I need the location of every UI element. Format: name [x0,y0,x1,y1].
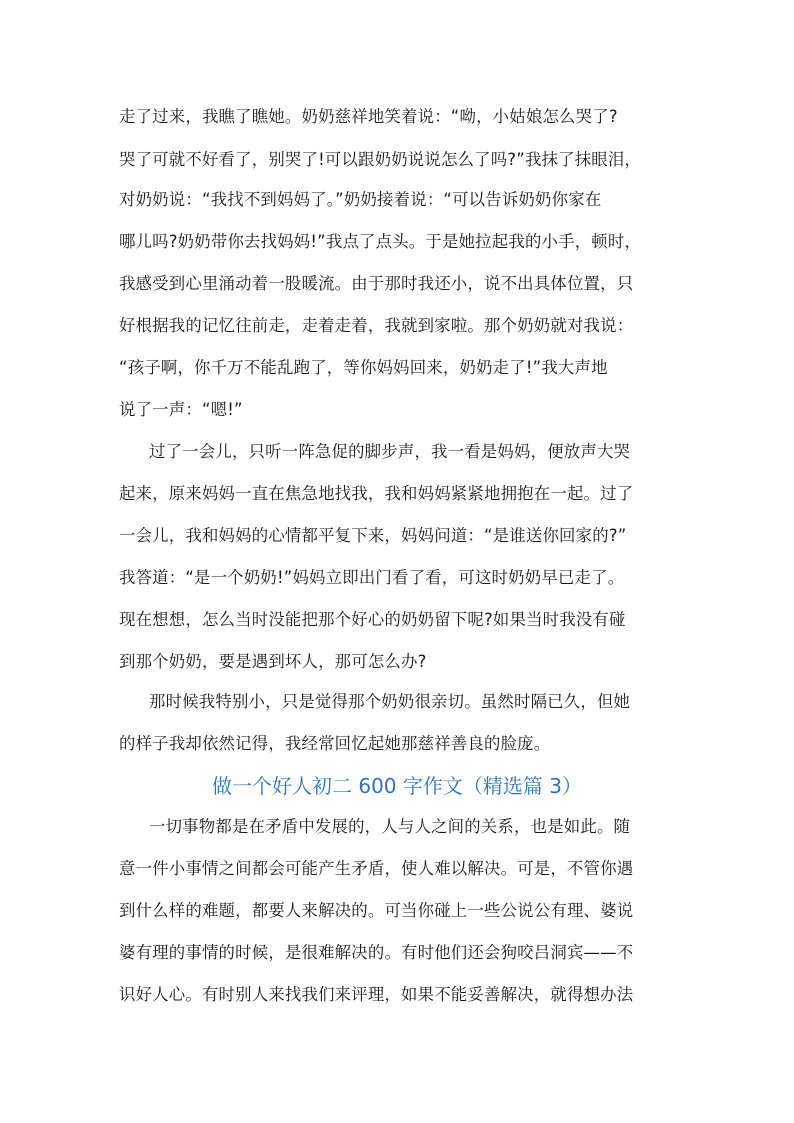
text-line: 意一件小事情之间都会可能产生矛盾，使人难以解决。可是，不管你遇 [119,859,634,878]
section-heading: 做一个好人初二 600 字作文（精选篇 3） [212,774,582,798]
text-line: 识好人心。有时别人来找我们来评理，如果不能妥善解决，就得想办法 [119,985,634,1004]
text-line: 对奶奶说：“我找不到妈妈了。”奶奶接着说：“可以告诉奶奶你家在 [119,190,602,209]
text-line: 一切事物都是在矛盾中发展的，人与人之间的关系，也是如此。随 [149,817,631,836]
text-line: 过了一会儿，只听一阵急促的脚步声，我一看是妈妈，便放声大哭 [149,442,631,461]
text-line: 到那个奶奶，要是遇到坏人，那可怎么办? [119,652,427,671]
text-line: “孩子啊，你千万不能乱跑了，等你妈妈回来，奶奶走了!”我大声地 [119,358,608,377]
text-line: 到什么样的难题，都要人来解决的。可当你碰上一些公说公有理、婆说 [119,901,634,920]
text-line: 现在想想，怎么当时没能把那个好心的奶奶留下呢?如果当时我没有碰 [119,610,626,629]
text-line: 说了一声：“嗯!” [119,400,243,419]
text-line: 的样子我却依然记得，我经常回忆起她那慈祥善良的脸庞。 [119,734,551,753]
text-line: 一会儿，我和妈妈的心情都平复下来，妈妈问道：“是谁送你回家的?” [119,526,627,545]
text-line: 哭了可就不好看了，别哭了!可以跟奶奶说说怎么了吗?”我抹了抹眼泪， [119,150,642,169]
text-line: 起来，原来妈妈一直在焦急地找我，我和妈妈紧紧地拥抱在一起。过了 [119,484,634,503]
text-line: 婆有理的事情的时候，是很难解决的。有时他们还会狗咬吕洞宾——不 [119,943,634,962]
text-line: 走了过来，我瞧了瞧她。奶奶慈祥地笑着说：“呦，小姑娘怎么哭了? [119,107,618,126]
text-line: 好根据我的记忆往前走，走着走着，我就到家啦。那个奶奶就对我说： [119,316,634,335]
text-line: 我感受到心里涌动着一股暖流。由于那时我还小，说不出具体位置，只 [119,274,634,293]
text-line: 哪儿吗?奶奶带你去找妈妈!”我点了点头。于是她拉起我的小手，顿时， [119,232,642,251]
text-line: 我答道：“是一个奶奶!”妈妈立即出门看了看，可这时奶奶早已走了。 [119,568,625,587]
text-line: 那时候我特别小，只是觉得那个奶奶很亲切。虽然时隔已久，但她 [149,692,631,711]
